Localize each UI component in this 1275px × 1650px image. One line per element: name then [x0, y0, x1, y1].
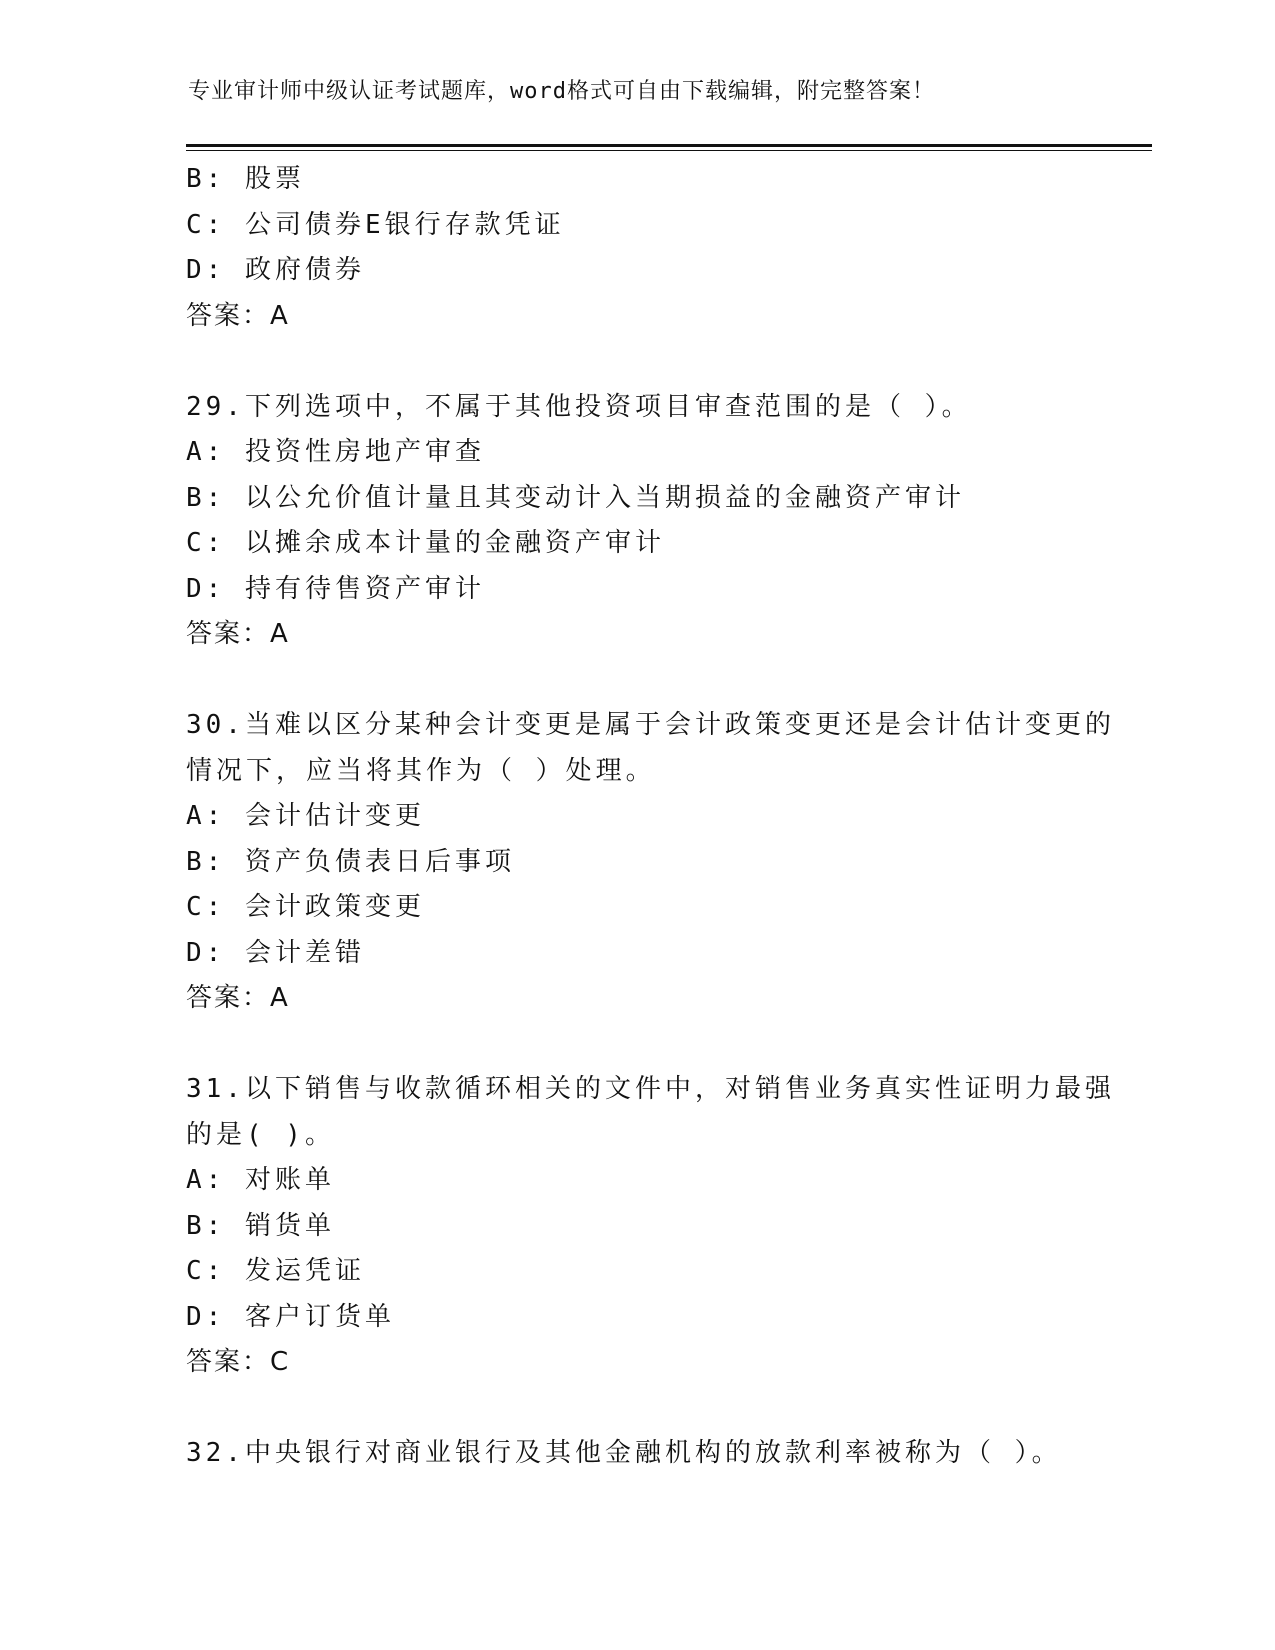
answer-line: 答案：A	[186, 619, 290, 649]
question-line: D: 会计差错	[186, 937, 365, 968]
answer-line: 答案：C	[186, 1347, 291, 1377]
question-line: D: 客户订货单	[186, 1301, 395, 1332]
question-line: 的是( )。	[186, 1119, 335, 1150]
question-line: D: 政府债券	[186, 255, 365, 285]
question-line: C: 发运凭证	[186, 1256, 365, 1286]
block-spacer	[186, 658, 1086, 704]
question-line: 31.以下销售与收款循环相关的文件中，对销售业务真实性证明力最强	[186, 1074, 1115, 1104]
question-block	[186, 703, 1115, 1022]
question-block	[186, 1431, 1086, 1477]
question-line: C: 以摊余成本计量的金融资产审计	[186, 528, 665, 558]
question-line: D: 持有待售资产审计	[186, 573, 485, 604]
header-rule-thin	[186, 150, 1152, 151]
question-line: C: 会计政策变更	[186, 892, 425, 922]
answer-line: 答案：A	[186, 983, 290, 1013]
question-content	[186, 157, 1115, 1477]
block-spacer	[186, 1022, 1086, 1068]
block-spacer	[186, 339, 1086, 385]
question-line: B: 股票	[186, 164, 305, 194]
header-rule-thick	[186, 144, 1152, 147]
question-line: A: 对账单	[186, 1165, 335, 1195]
question-line: 32.中央银行对商业银行及其他金融机构的放款利率被称为（ ）。	[186, 1438, 1062, 1468]
question-line: B: 销货单	[186, 1210, 335, 1241]
page-header: 专业审计师中级认证考试题库，word格式可自由下载编辑，附完整答案！	[188, 79, 935, 104]
question-line: 情况下，应当将其作为（ ）处理。	[186, 755, 656, 786]
question-line: A: 投资性房地产审查	[186, 437, 485, 467]
question-block	[186, 157, 1086, 339]
question-line: 29.下列选项中，不属于其他投资项目审查范围的是（ ）。	[186, 391, 972, 422]
block-spacer	[186, 1386, 1086, 1432]
answer-line: 答案：A	[186, 300, 290, 331]
question-block	[186, 385, 1086, 658]
question-block	[186, 1067, 1115, 1386]
question-line: 30.当难以区分某种会计变更是属于会计政策变更还是会计估计变更的	[186, 710, 1115, 740]
question-line: C: 公司债券E银行存款凭证	[186, 209, 565, 240]
question-line: A: 会计估计变更	[186, 801, 425, 831]
question-line: B: 资产负债表日后事项	[186, 846, 515, 877]
question-line: B: 以公允价值计量且其变动计入当期损益的金融资产审计	[186, 482, 965, 513]
